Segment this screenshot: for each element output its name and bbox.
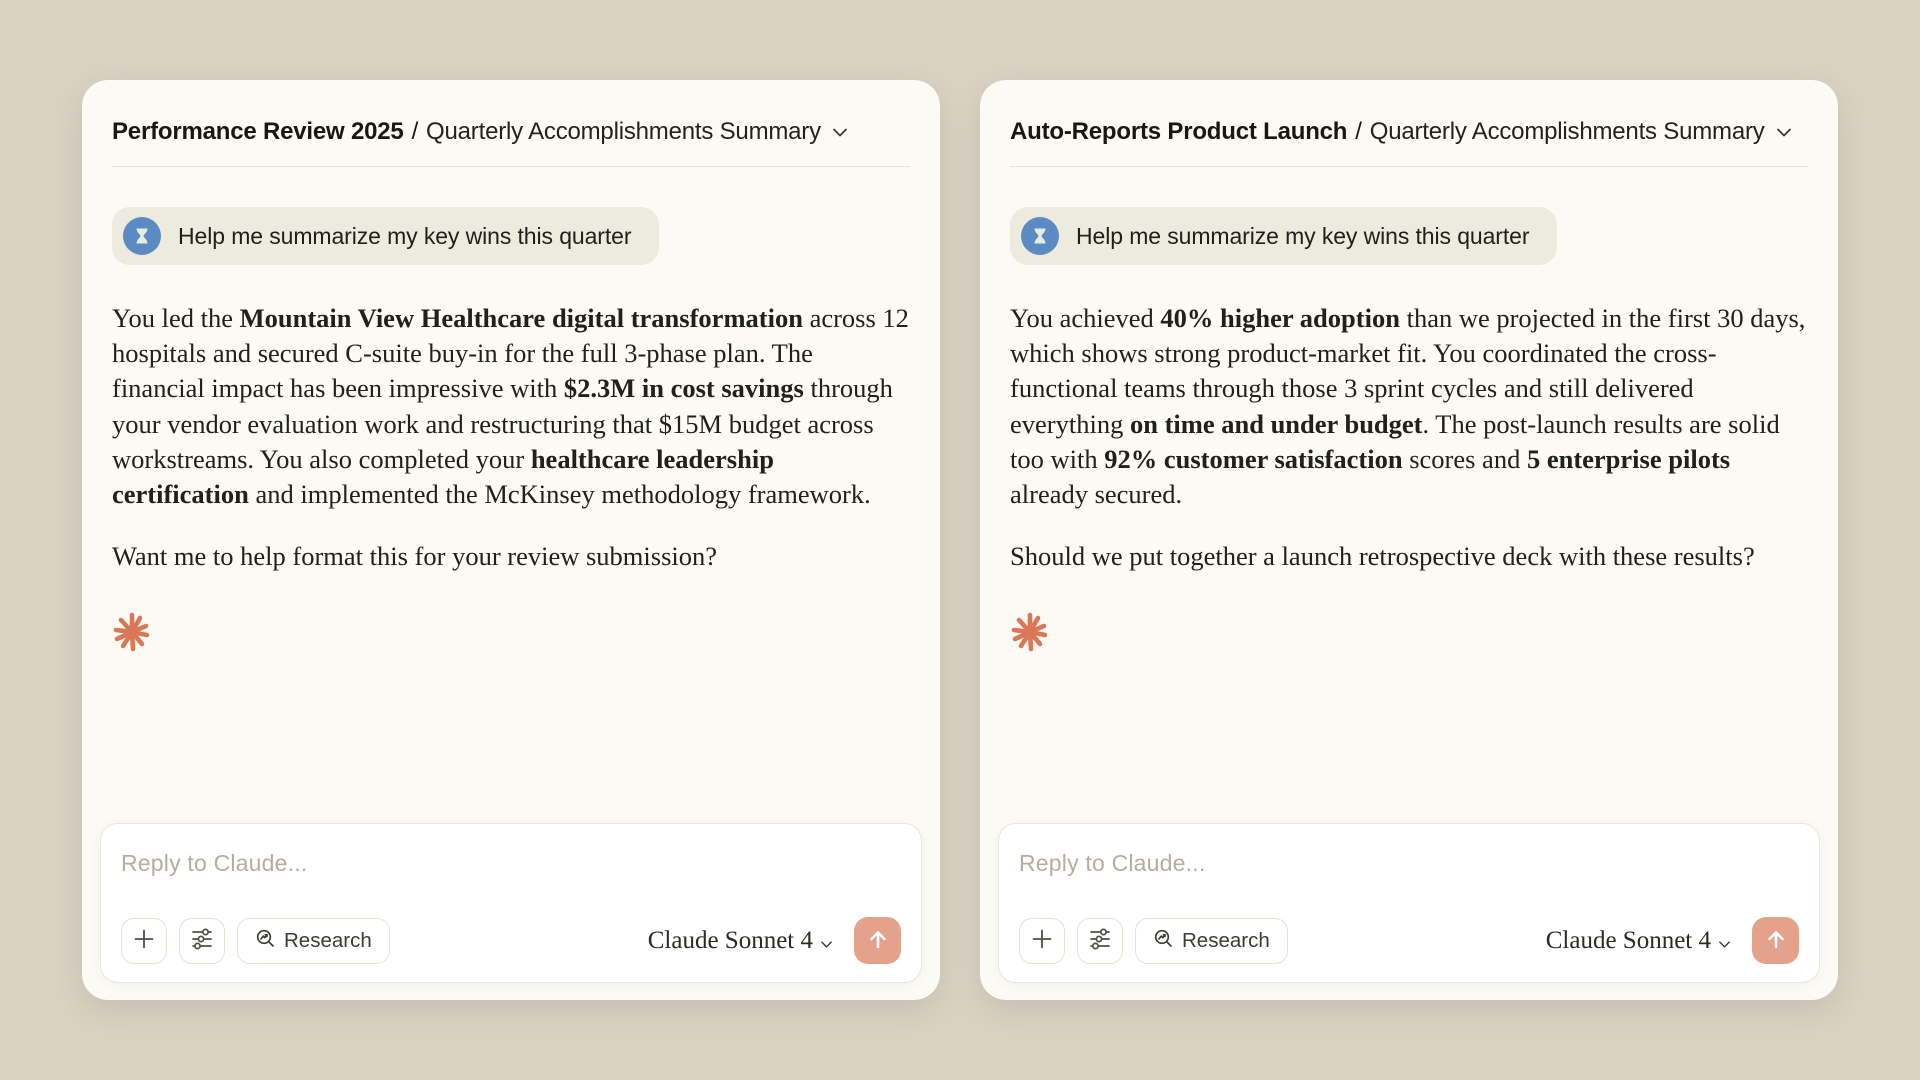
sliders-icon xyxy=(1088,927,1112,954)
user-avatar-icon xyxy=(1021,217,1059,255)
plus-icon xyxy=(1031,928,1053,953)
send-button[interactable] xyxy=(854,917,901,964)
research-magnifier-icon xyxy=(255,928,275,954)
breadcrumb[interactable] xyxy=(980,80,1838,166)
breadcrumb-project[interactable]: Auto-Reports Product Launch xyxy=(1010,118,1348,145)
model-selector[interactable] xyxy=(648,927,832,955)
assistant-followup: Should we put together a launch retrospective deck with these results? xyxy=(1010,541,1755,572)
arrow-up-icon xyxy=(1765,928,1787,953)
composer-toolbar xyxy=(121,917,901,964)
chevron-down-icon[interactable] xyxy=(1777,128,1791,137)
plus-icon xyxy=(133,928,155,953)
composer-toolbar xyxy=(1019,917,1799,964)
tools-button[interactable] xyxy=(179,918,225,964)
user-message xyxy=(112,207,659,265)
composer xyxy=(100,823,922,983)
sliders-icon xyxy=(190,927,214,954)
research-button-label: Research xyxy=(1182,928,1270,952)
claude-spark-icon xyxy=(112,611,152,653)
assistant-paragraph: You achieved 40% higher adoption than we projected in the first 30 days, which shows strong product-market fit. You coordinated the cross-functional teams through those 3 sprint cycles and still delivered everything on time and under budget. The post-launch results are solid too with 92% customer satisfaction scores and 5 enterprise pilots already secured. xyxy=(1010,303,1806,510)
attach-button[interactable] xyxy=(1019,918,1065,964)
assistant-followup: Want me to help format this for your review submission? xyxy=(112,541,718,572)
assistant-message xyxy=(1010,301,1808,653)
chevron-down-icon[interactable] xyxy=(833,128,847,137)
tools-button[interactable] xyxy=(1077,918,1123,964)
model-selector-label: Claude Sonnet 4 xyxy=(647,926,813,954)
breadcrumb-separator: / xyxy=(1355,118,1362,145)
reply-input[interactable]: Reply to Claude... xyxy=(121,850,308,876)
user-avatar-icon xyxy=(123,217,161,255)
chevron-down-icon xyxy=(1719,927,1730,955)
conversation xyxy=(82,167,940,803)
arrow-up-icon xyxy=(867,928,889,953)
model-selector-label: Claude Sonnet 4 xyxy=(1545,926,1711,954)
attach-button[interactable] xyxy=(121,918,167,964)
research-button[interactable] xyxy=(1135,918,1288,964)
composer xyxy=(998,823,1820,983)
user-message-text: Help me summarize my key wins this quarter xyxy=(1076,222,1530,249)
breadcrumb-page[interactable]: Quarterly Accomplishments Summary xyxy=(426,118,821,145)
user-message-text: Help me summarize my key wins this quarter xyxy=(178,222,632,249)
breadcrumb-project[interactable]: Performance Review 2025 xyxy=(112,118,404,145)
research-magnifier-icon xyxy=(1153,928,1173,954)
chat-panel-right xyxy=(980,80,1838,1000)
breadcrumb[interactable] xyxy=(82,80,940,166)
user-message xyxy=(1010,207,1557,265)
send-button[interactable] xyxy=(1752,917,1799,964)
chat-panel-left xyxy=(82,80,940,1000)
research-button-label: Research xyxy=(284,928,372,952)
conversation xyxy=(980,167,1838,803)
assistant-message xyxy=(112,301,910,653)
reply-input[interactable]: Reply to Claude... xyxy=(1019,850,1206,876)
model-selector[interactable] xyxy=(1546,927,1730,955)
breadcrumb-page[interactable]: Quarterly Accomplishments Summary xyxy=(1369,118,1765,145)
breadcrumb-separator: / xyxy=(411,118,419,145)
assistant-paragraph: You led the Mountain View Healthcare digital transformation across 12 hospitals and secured C-suite buy-in for the full 3-phase plan. The financial impact has been impressive with $2.3M in cost savings through your vendor evaluation work and restructuring that $15M budget across workstreams. You also completed your healthcare leadership certification and implemented the McKinsey methodology framework. xyxy=(112,303,909,510)
claude-spark-icon xyxy=(1010,611,1050,653)
research-button[interactable] xyxy=(237,918,390,964)
chevron-down-icon xyxy=(821,927,832,955)
